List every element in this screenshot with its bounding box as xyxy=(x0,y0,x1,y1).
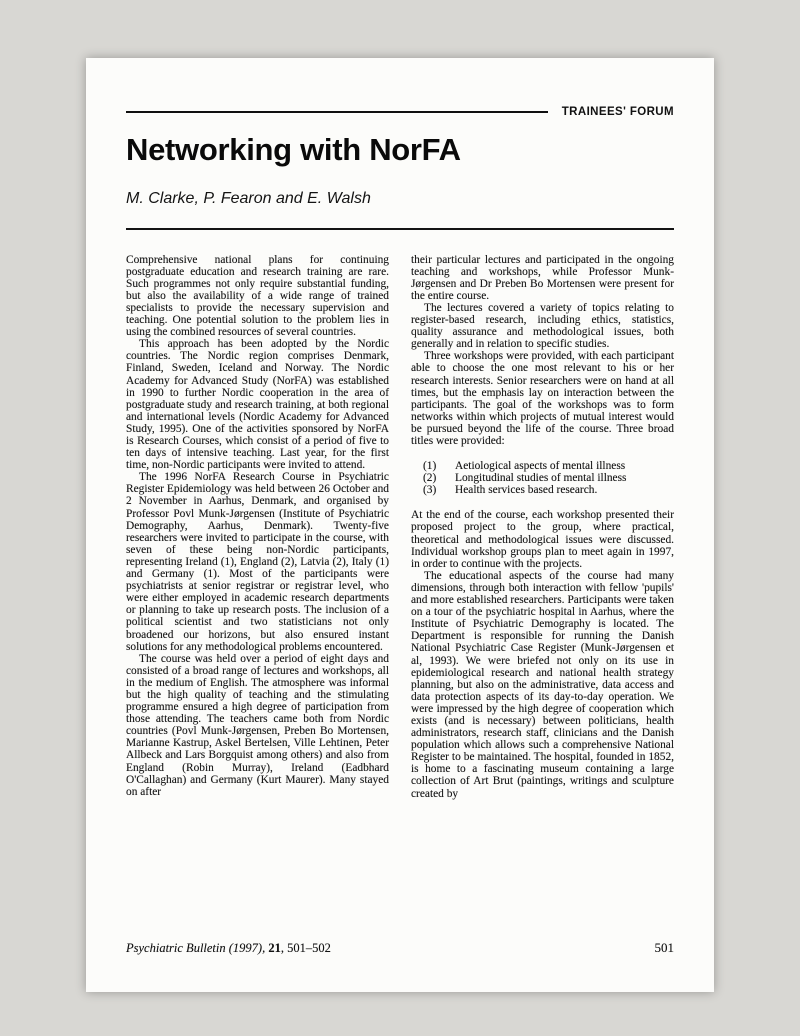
journal-reference xyxy=(126,941,331,956)
paragraph: At the end of the course, each workshop presented their proposed project to the group, where practical, theoretical and methodological issues were discussed. Individual workshop groups plan to meet again in 1997, in order to continue with the projects. xyxy=(411,509,674,570)
list-item-text: Longitudinal studies of mental illness xyxy=(455,472,627,485)
list-item xyxy=(423,460,674,472)
paragraph: The course was held over a period of eight days and consisted of a broad range of lectures and workshops, all in the medium of English. The atmosphere was informal but the high quality of teaching and the stimulating programme ensured a high degree of participation from those attending. The teachers came both from Nordic countries (Povl Munk-Jørgensen, Preben Bo Mortensen, Marianne Kastrup, Askel Bertelsen, Ville Lehtinen, Peter Allbeck and Lars Borgquist among others) and also from England (Robin Murray), Ireland (Eadbhard O'Callaghan) and Germany (Kurt Maurer). Many stayed on after xyxy=(126,652,389,798)
article-body xyxy=(126,254,674,800)
paragraph: their particular lectures and participated in the ongoing teaching and workshops, while Professor Munk-Jørgensen and Dr Preben Bo Mortensen were present for the entire course. xyxy=(411,253,674,302)
list-item-number: (3) xyxy=(423,484,437,497)
paragraph: This approach has been adopted by the Nordic countries. The Nordic region comprises Denmark, Finland, Sweden, Iceland and Norway. The Nordic Academy for Advanced Study (NorFA) was established in 1990 to further Nordic cooperation in the area of postgraduate study and research training, at both regional and international levels (Nordic Academy for Advanced Study, 1995). One of the activities sponsored by NorFA is Research Courses, which consist of a period of five to ten days of intensive teaching. Last year, for the first time, non-Nordic participants were invited to attend. xyxy=(126,338,389,472)
volume-number: 21 xyxy=(268,941,281,955)
journal-title: Psychiatric Bulletin (1997), xyxy=(126,941,269,955)
page-footer xyxy=(126,940,674,956)
article-title: Networking with NorFA xyxy=(126,132,461,167)
list-item xyxy=(423,472,674,484)
header-rule xyxy=(126,111,548,114)
paragraph: Comprehensive national plans for continuing postgraduate education and research training are rare. Such programmes not only require substantial funding, but also the availability of a wide range of trained specialists to provide the necessary supervision and teaching. One potential solution to the problem lies in using the combined resources of several countries. xyxy=(126,253,389,339)
authors-line: M. Clarke, P. Fearon and E. Walsh xyxy=(126,190,371,207)
paragraph: The 1996 NorFA Research Course in Psychiatric Register Epidemiology was held between 26 October and 2 November in Aarhus, Denmark, and organised by Professor Povl Munk-Jørgensen (Institute of Psychiatric Demography, Aarhus, Denmark). Twenty-five researchers were invited to participate in the course, with seven of these being non-Nordic participants, representing Ireland (1), England (2), Latvia (2), Italy (1) and Germany (1). Most of the participants were psychiatrists at senior registrar or registrar level, who were either employed in academic research departments or planning to take up research posts. The inclusion of a political scientist and two statisticians not only broadened our horizons, but also ensured instant solutions for any methodological problems encountered. xyxy=(126,471,389,653)
list-item xyxy=(423,484,674,496)
title-rule xyxy=(126,228,674,230)
list-item-text: Health services based research. xyxy=(455,484,598,497)
list-item-number: (2) xyxy=(423,472,437,485)
header xyxy=(126,58,674,118)
paragraph: Three workshops were provided, with each participant able to choose the one most relevant to his or her research interests. Senior researchers were on hand at all times, but the emphasis lay on interaction between the participants. The goal of the workshops was to form networks within which projects of mutual interest would be pursued beyond the life of the course. Three broad titles were provided: xyxy=(411,350,674,447)
right-column xyxy=(411,254,674,800)
paragraph: The lectures covered a variety of topics relating to register-based research, including ethics, statistics, quality assurance and methodological issues, both generally and in relation to specific studies. xyxy=(411,301,674,351)
list-item-text: Aetiological aspects of mental illness xyxy=(455,460,626,473)
section-label: TRAINEES' FORUM xyxy=(561,106,674,118)
paragraph: The educational aspects of the course had many dimensions, through both interaction with fellow 'pupils' and more established researchers. Participants were taken on a tour of the psychiatric hospital in Aarhus, where the Institute of Psychiatric Demography is located. The Department is responsible for running the Danish National Psychiatric Case Register (Munk-Jørgensen et al, 1993). We were briefed not only on its use in epidemiological research and national health strategy planning, but also on the administrative, data access and data protection aspects of its day-to-day operation. We were impressed by the high degree of cooperation which exists (and is necessary) between politicians, health administrators, research staff, clinicians and the Danish population which allows such a comprehensive National Register to be maintained. The hospital, founded in 1852, is home to a fascinating museum containing a large collection of Art Brut (paintings, writings and sculpture created by xyxy=(411,569,674,800)
workshop-titles-list xyxy=(423,460,674,496)
page-number: 501 xyxy=(654,940,674,955)
article-page xyxy=(86,58,714,992)
list-item-number: (1) xyxy=(423,460,437,473)
page-range: , 501–502 xyxy=(280,941,331,955)
left-column xyxy=(126,254,389,800)
